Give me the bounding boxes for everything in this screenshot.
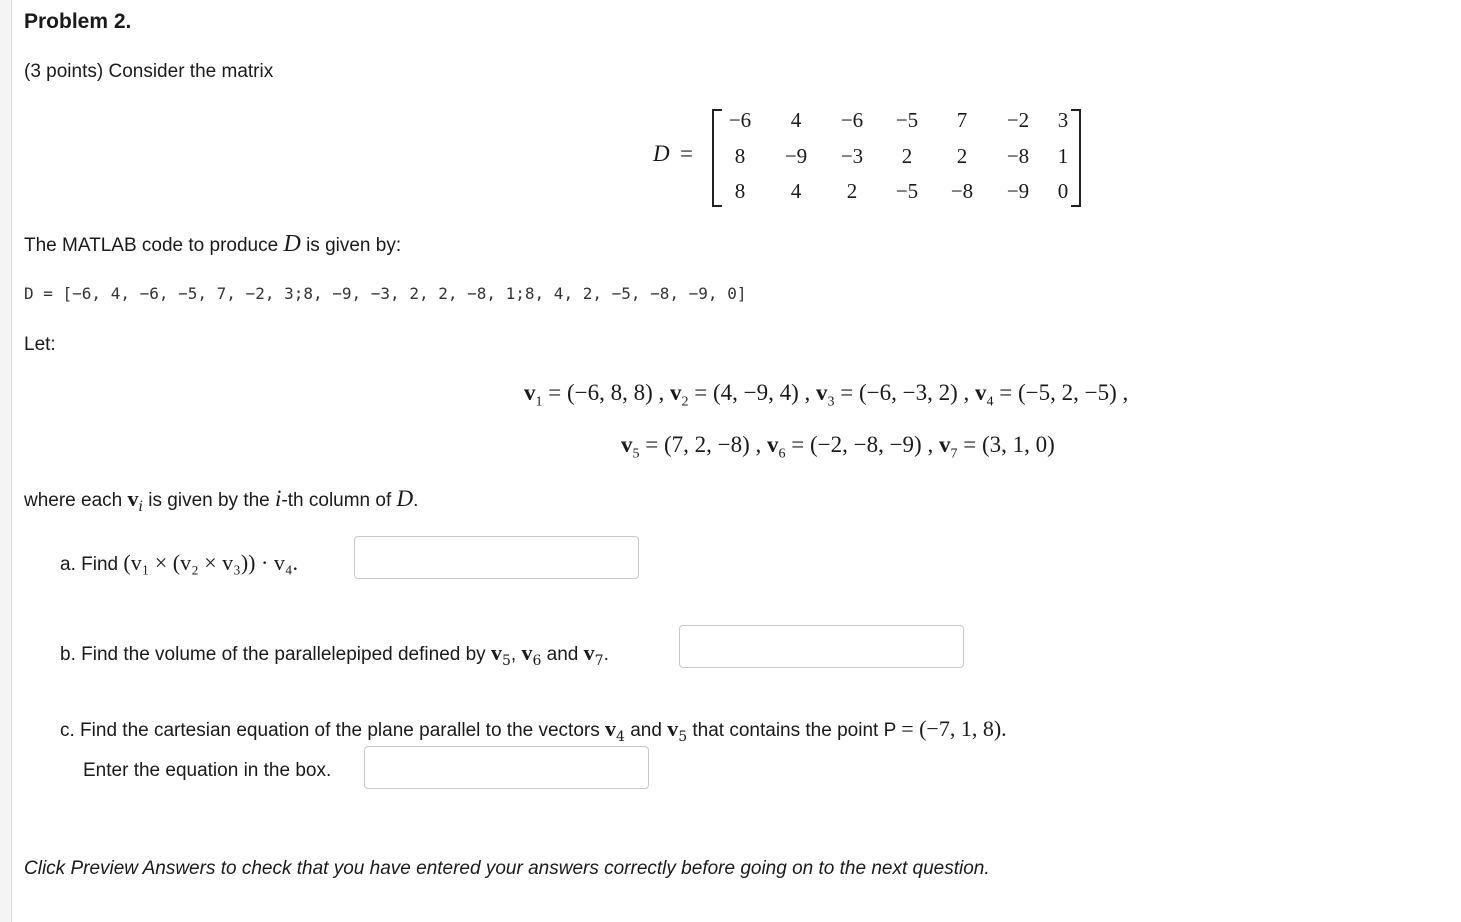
matlab-code: D = [−6, 4, −6, −5, 7, −2, 3;8, −9, −3, 2, 2, −8, 1;8, 4, 2, −5, −8, −9, 0] bbox=[24, 284, 747, 303]
part-c-and: and bbox=[630, 720, 662, 741]
vector-index: 2 bbox=[681, 394, 689, 410]
vector-value: = (−6, 8, 8) , bbox=[542, 380, 671, 405]
where-text-2: is given by the bbox=[148, 490, 270, 511]
vector-value: = (3, 1, 0) bbox=[957, 432, 1055, 457]
matrix-cell: 2 bbox=[956, 144, 968, 168]
part-a-expression: (v₁ × (v₂ × v₃)) · v₄. bbox=[123, 550, 298, 575]
matrix-cell: −6 bbox=[840, 108, 864, 132]
vector-value: = (7, 2, −8) , bbox=[639, 432, 768, 457]
vector-symbol: v bbox=[670, 380, 682, 405]
vector-index: 7 bbox=[950, 446, 958, 462]
let-label: Let: bbox=[24, 334, 56, 355]
part-b-answer-input[interactable] bbox=[679, 625, 964, 668]
vector-symbol: v bbox=[524, 380, 536, 405]
part-b-v5: v bbox=[490, 640, 502, 665]
matlab-intro-text: The MATLAB code to produce bbox=[24, 235, 279, 256]
where-vector-symbol: v bbox=[127, 486, 139, 511]
part-b-end: . bbox=[603, 644, 609, 665]
part-c-v4: v bbox=[605, 716, 616, 741]
part-b-comma: , bbox=[510, 644, 517, 665]
vector-symbol: v bbox=[975, 380, 987, 405]
problem-title: Problem 2. bbox=[24, 10, 132, 33]
part-a-label: a. Find bbox=[60, 554, 119, 575]
part-a-answer-input[interactable] bbox=[354, 536, 639, 579]
vector-symbol: v bbox=[938, 432, 951, 457]
problem-intro: (3 points) Consider the matrix bbox=[24, 61, 274, 82]
matrix-cell: 2 bbox=[846, 179, 858, 203]
matrix-cell: 4 bbox=[790, 108, 802, 132]
matlab-intro-var: D bbox=[283, 231, 301, 257]
matrix-cell: −3 bbox=[840, 144, 864, 168]
vector-value: = (−6, −3, 2) , bbox=[834, 380, 976, 405]
vector-index: 4 bbox=[986, 394, 994, 410]
part-b-v7: v bbox=[583, 640, 595, 665]
part-b-v7-sub: 7 bbox=[594, 652, 604, 669]
where-text-3: -th column of bbox=[281, 490, 392, 511]
matrix-name: D bbox=[653, 141, 670, 166]
part-c-tail: that contains the point P bbox=[692, 720, 896, 741]
matrix-equals: = bbox=[680, 141, 693, 166]
vector-symbol: v bbox=[621, 432, 633, 457]
where-text-1: where each bbox=[24, 490, 123, 511]
part-b-v6-sub: 6 bbox=[532, 652, 542, 669]
vectors-line-2 bbox=[621, 432, 1055, 463]
matlab-intro bbox=[24, 231, 401, 258]
part-b-label: b. Find the volume of the parallelepiped defined by bbox=[60, 644, 486, 665]
vector-value: = (−2, −8, −9) , bbox=[785, 432, 939, 457]
matrix-cell: −8 bbox=[950, 179, 974, 203]
vector-symbol: v bbox=[816, 380, 828, 405]
matrix-cell: 8 bbox=[734, 179, 746, 203]
part-b-v6: v bbox=[521, 640, 533, 665]
part-c-v5: v bbox=[667, 716, 679, 741]
part-a-question bbox=[60, 550, 298, 576]
part-b-v5-sub: 5 bbox=[501, 652, 511, 669]
part-c-answer-input[interactable] bbox=[364, 746, 649, 789]
part-c-v4-sub: 4 bbox=[616, 728, 625, 745]
matrix-cell: −9 bbox=[784, 144, 808, 168]
matrix-cell: −5 bbox=[895, 179, 919, 203]
where-sentence bbox=[24, 486, 418, 515]
matrix-cell: 1 bbox=[1057, 144, 1069, 168]
where-D: D bbox=[396, 486, 414, 511]
part-b-and: and bbox=[546, 644, 579, 665]
matlab-intro-tail: is given by: bbox=[306, 235, 402, 256]
vector-value: = (−5, 2, −5) , bbox=[993, 380, 1129, 405]
vector-symbol: v bbox=[767, 432, 779, 457]
vector-value: = (4, −9, 4) , bbox=[688, 380, 817, 405]
matrix-cell: 2 bbox=[901, 144, 913, 168]
vector-index: 6 bbox=[778, 446, 786, 462]
problem-page bbox=[11, 0, 1461, 922]
part-c-label: c. Find the cartesian equation of the plane parallel to the vectors bbox=[60, 720, 600, 741]
part-b-question bbox=[60, 640, 609, 669]
vector-index: 1 bbox=[535, 394, 543, 410]
matrix-cell: −8 bbox=[1006, 144, 1030, 168]
matrix-cell: 0 bbox=[1057, 179, 1069, 203]
matrix-cell: 8 bbox=[734, 144, 746, 168]
where-end: . bbox=[413, 490, 419, 511]
preview-note: Click Preview Answers to check that you have entered your answers correctly before going on to the next question. bbox=[24, 858, 990, 879]
part-c-point: = (−7, 1, 8). bbox=[901, 716, 1007, 741]
where-i: i bbox=[275, 486, 282, 511]
matrix-cell: 3 bbox=[1057, 108, 1069, 132]
matrix-cell: 7 bbox=[956, 108, 968, 132]
matrix-cell: −9 bbox=[1006, 179, 1030, 203]
vector-index: 5 bbox=[632, 446, 640, 462]
part-c-question bbox=[60, 716, 1007, 745]
matrix-cell: −6 bbox=[728, 108, 752, 132]
where-vector-sub: i bbox=[138, 498, 143, 515]
matrix-cell: −5 bbox=[895, 108, 919, 132]
matrix-cell: −2 bbox=[1006, 108, 1030, 132]
vector-index: 3 bbox=[827, 394, 835, 410]
part-c-v5-sub: 5 bbox=[678, 728, 688, 745]
matrix-cell: 4 bbox=[790, 179, 802, 203]
vectors-line-1 bbox=[524, 380, 1128, 411]
part-c-enter-instruction: Enter the equation in the box. bbox=[83, 760, 332, 781]
